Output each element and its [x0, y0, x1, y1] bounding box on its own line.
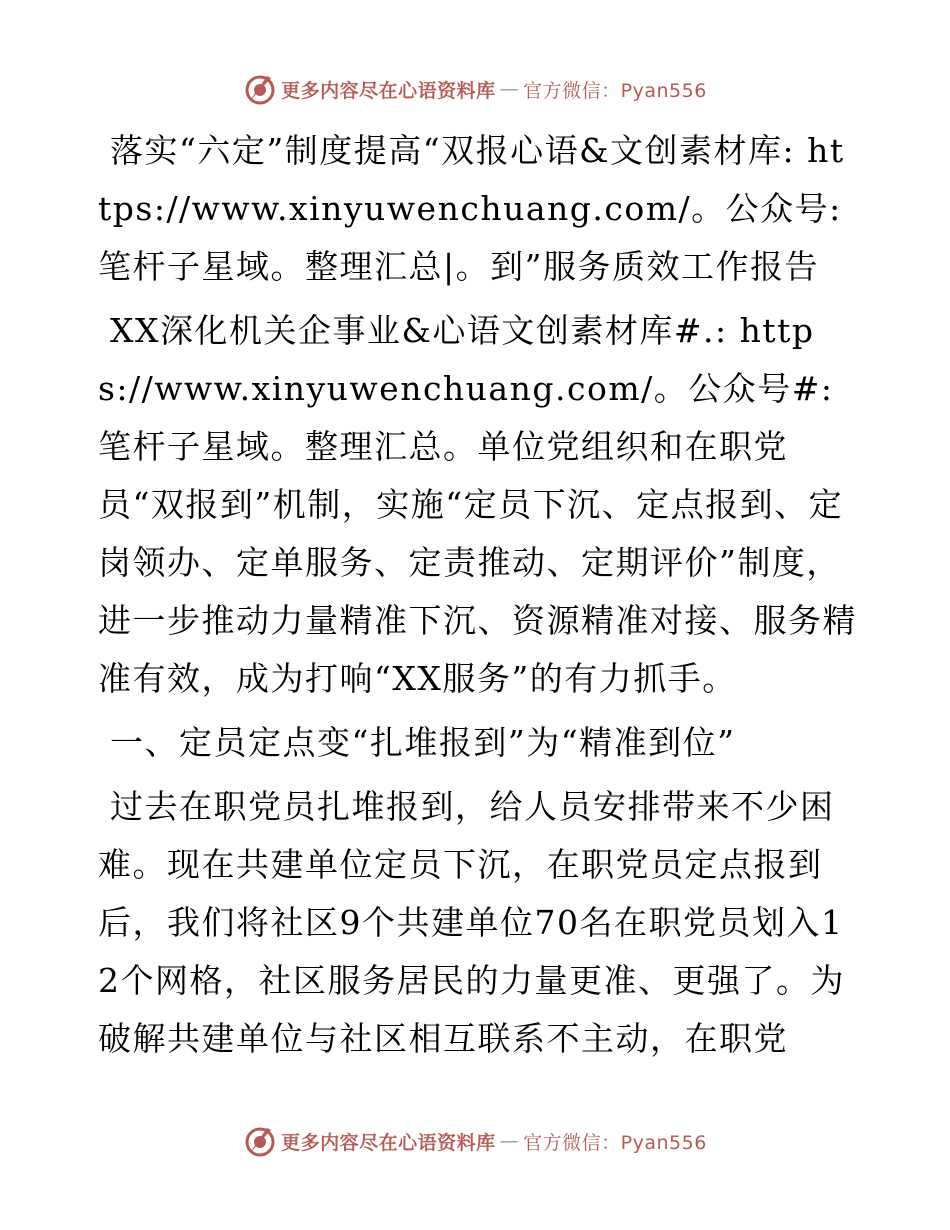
document-title: 落实“六定”制度提高“双报心语&文创素材库: https://www.xinyuwenchuang.com/。公众号: 笔杆子星域。整理汇总|。到”服务质效工作报告: [98, 131, 845, 286]
quill-logo-icon: [243, 72, 277, 106]
body-paragraph: 过去在职党员扎堆报到，给人员安排带来不少困难。现在共建单位定员下沉，在职党员定点报到后，我们将社区9个共建单位70名在职党员划入12个网格，社区服务居民的力量更准、更强了。为破解共建单位与社区相互联系不主动，在职党: [98, 787, 845, 1058]
section-heading: 一、定员定点变“扎堆报到”为“精准到位”: [110, 723, 736, 762]
watermark-separator: —: [499, 1130, 520, 1152]
watermark-footer: [0, 1124, 950, 1158]
intro-paragraph: XX深化机关企事业&心语文创素材库#.: https://www.xinyuwenchuang.com/。公众号#: 笔杆子星域。整理汇总。单位党组织和在职党员“双报到”机制，实施“定员下沉、定点报到、定岗领办、定单服务、定责推动、定期评价”制度，进一步推动力量精准下沉、资源精准对接、服务精准有效，成为打响“XX服务”的有力抓手。: [98, 311, 857, 698]
watermark-header: [0, 72, 950, 106]
watermark-wechat: 官方微信：Pyan556: [523, 79, 707, 102]
quill-logo-icon: [243, 1124, 277, 1158]
document-body: [98, 122, 858, 1074]
watermark-text: 更多内容尽在心语资料库: [281, 1131, 496, 1154]
watermark-wechat: 官方微信：Pyan556: [523, 1131, 707, 1154]
watermark-text: 更多内容尽在心语资料库: [281, 79, 496, 102]
watermark-separator: —: [499, 78, 520, 100]
